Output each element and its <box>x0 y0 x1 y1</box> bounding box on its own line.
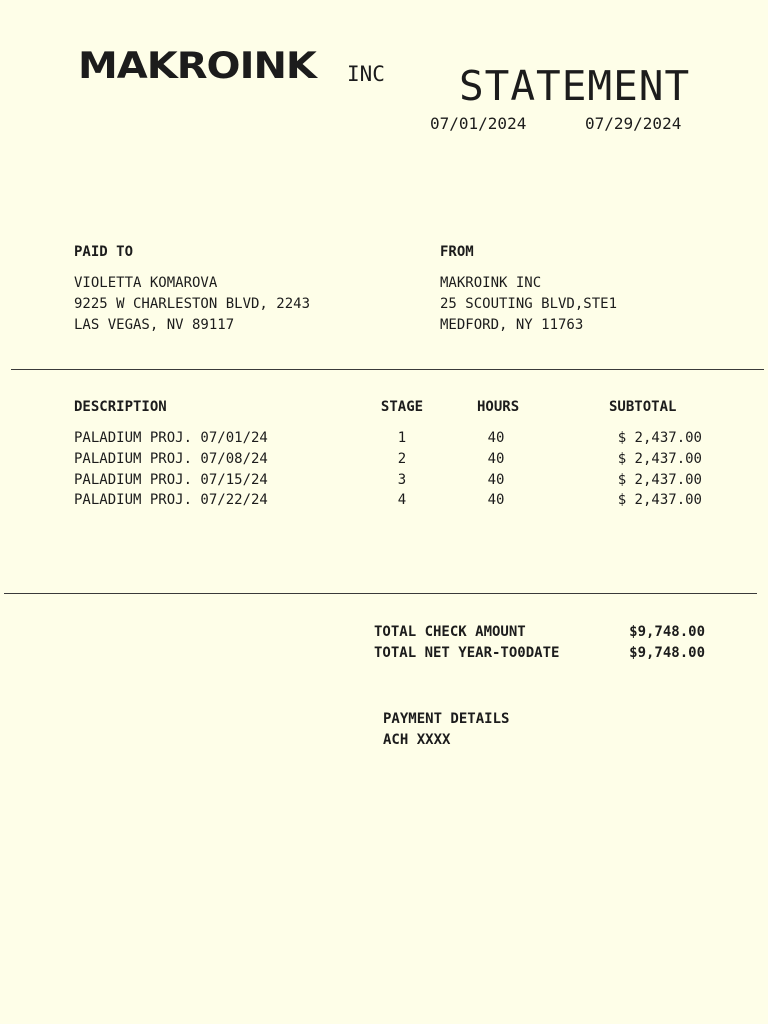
period-start-date: 07/01/2024 <box>430 114 527 133</box>
company-suffix: INC <box>347 62 385 86</box>
table-row <box>0 490 768 511</box>
row-subtotal: $ 2,437.00 <box>617 451 702 467</box>
row-subtotal: $ 2,437.00 <box>617 492 702 508</box>
row-hours: 40 <box>487 472 505 488</box>
row-description: PALADIUM PROJ. 07/01/24 <box>74 430 268 446</box>
section-divider-bottom <box>4 593 757 594</box>
period-end-date: 07/29/2024 <box>585 114 682 133</box>
total-check-amount-value: $9,748.00 <box>629 624 705 640</box>
payment-method: ACH XXXX <box>383 732 451 748</box>
column-header-stage: STAGE <box>380 399 424 415</box>
row-description: PALADIUM PROJ. 07/15/24 <box>74 472 268 488</box>
paid-to-city: LAS VEGAS, NV 89117 <box>74 317 235 333</box>
total-net-ytd-value: $9,748.00 <box>629 645 705 661</box>
total-check-amount-row <box>0 622 768 643</box>
row-hours: 40 <box>487 492 505 508</box>
paid-to-label: PAID TO <box>74 244 134 260</box>
from-street: 25 SCOUTING BLVD,STE1 <box>440 296 618 312</box>
table-row <box>0 428 768 449</box>
section-divider-top <box>11 369 764 370</box>
paid-to-name: VIOLETTA KOMAROVA <box>74 275 218 291</box>
column-header-description: DESCRIPTION <box>74 399 167 415</box>
table-row <box>0 470 768 491</box>
row-hours: 40 <box>487 430 505 446</box>
row-hours: 40 <box>487 451 505 467</box>
company-logo: MAKROINK <box>78 44 316 88</box>
row-subtotal: $ 2,437.00 <box>617 430 702 446</box>
from-name: MAKROINK INC <box>440 275 542 291</box>
row-description: PALADIUM PROJ. 07/08/24 <box>74 451 268 467</box>
total-net-ytd-row <box>0 643 768 664</box>
paid-to-street: 9225 W CHARLESTON BLVD, 2243 <box>74 296 311 312</box>
row-description: PALADIUM PROJ. 07/22/24 <box>74 492 268 508</box>
from-label: FROM <box>440 244 474 260</box>
page-title: STATEMENT <box>459 62 691 110</box>
total-net-ytd-label: TOTAL NET YEAR-TO0DATE <box>374 645 560 661</box>
column-header-subtotal: SUBTOTAL <box>609 399 677 415</box>
table-header <box>0 397 768 418</box>
row-stage: 4 <box>397 492 407 508</box>
table-row <box>0 449 768 470</box>
row-stage: 1 <box>397 430 407 446</box>
row-subtotal: $ 2,437.00 <box>617 472 702 488</box>
column-header-hours: HOURS <box>477 399 520 415</box>
row-stage: 3 <box>397 472 407 488</box>
row-stage: 2 <box>397 451 407 467</box>
from-city: MEDFORD, NY 11763 <box>440 317 584 333</box>
payment-details-label: PAYMENT DETAILS <box>383 711 510 727</box>
total-check-amount-label: TOTAL CHECK AMOUNT <box>374 624 526 640</box>
